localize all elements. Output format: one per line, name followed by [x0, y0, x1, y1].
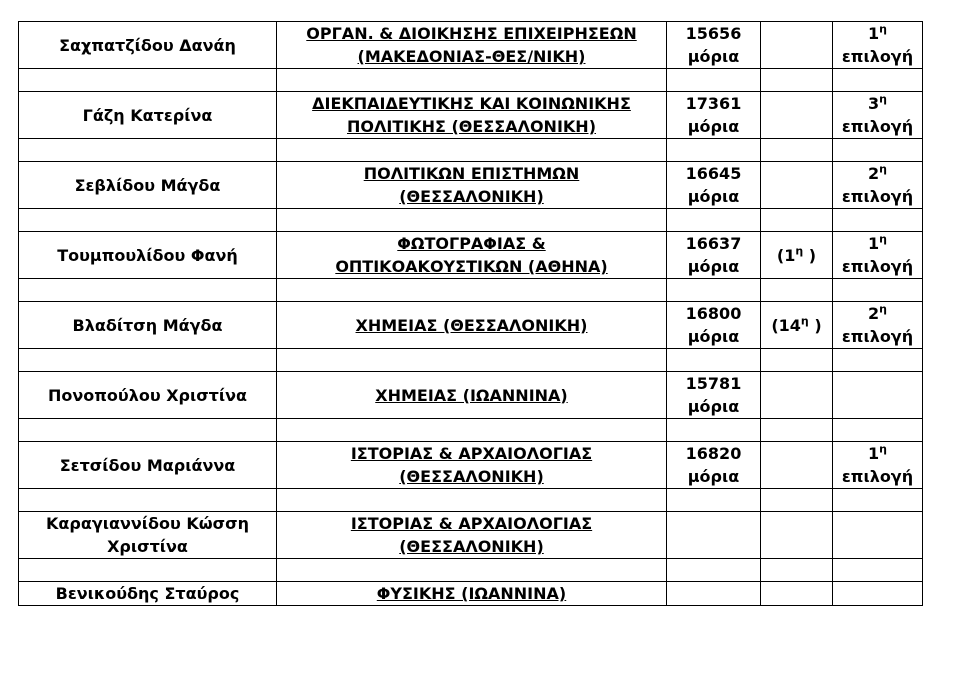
spacer-cell — [667, 559, 761, 582]
spacer-cell — [761, 139, 833, 162]
ordinal-suffix: η — [800, 314, 809, 328]
spacer-cell — [761, 349, 833, 372]
choice-cell — [833, 512, 923, 559]
score-unit: μόρια — [687, 397, 740, 416]
choice-word: επιλογή — [841, 327, 914, 346]
table-row — [19, 302, 923, 349]
spacer-cell — [833, 349, 923, 372]
choice-cell — [833, 162, 923, 209]
student-name-cell: Βλαδίτση Μάγδα — [19, 302, 277, 349]
spacer-cell — [277, 559, 667, 582]
spacer-cell — [667, 69, 761, 92]
department-line: ΦΥΣΙΚΗΣ (ΙΩΑΝΝΙΝΑ) — [376, 584, 567, 603]
spacer-row — [19, 209, 923, 232]
spacer-row — [19, 139, 923, 162]
score-value: 16800 — [685, 304, 742, 323]
department-line: ΙΣΤΟΡΙΑΣ & ΑΡΧΑΙΟΛΟΓΙΑΣ — [350, 444, 593, 463]
score-value: 16637 — [685, 234, 742, 253]
score-cell — [667, 22, 761, 69]
rank-value: 1 — [784, 245, 796, 265]
spacer-cell — [761, 279, 833, 302]
spacer-cell — [19, 279, 277, 302]
score-cell — [667, 92, 761, 139]
spacer-cell — [277, 69, 667, 92]
score-cell — [667, 512, 761, 559]
table-row — [19, 92, 923, 139]
spacer-row — [19, 559, 923, 582]
department-cell — [277, 442, 667, 489]
rank-cell: ($1^\eta$ ) — [761, 232, 833, 279]
spacer-cell — [667, 419, 761, 442]
choice-number: 2 — [868, 164, 880, 183]
student-name-cell: Πονοπούλου Χριστίνα — [19, 372, 277, 419]
rank-cell — [761, 512, 833, 559]
choice-cell — [833, 582, 923, 606]
rank-cell — [761, 442, 833, 489]
spacer-cell — [667, 489, 761, 512]
ordinal-suffix: η — [879, 162, 887, 176]
ordinal-suffix: η — [795, 244, 804, 258]
ordinal-suffix: η — [879, 442, 887, 456]
table-body — [19, 22, 923, 606]
rank-cell — [761, 372, 833, 419]
choice-cell — [833, 92, 923, 139]
admissions-results-table — [18, 21, 923, 606]
spacer-row — [19, 279, 923, 302]
department-line: ΦΩΤΟΓΡΑΦΙΑΣ & — [397, 234, 546, 253]
rank-cell — [761, 162, 833, 209]
department-cell — [277, 92, 667, 139]
table-row — [19, 512, 923, 559]
choice-number: 3 — [868, 94, 880, 113]
score-cell — [667, 162, 761, 209]
department-line: (ΘΕΣΣΑΛΟΝΙΚΗ) — [399, 537, 544, 556]
table-row — [19, 372, 923, 419]
choice-cell — [833, 232, 923, 279]
spacer-cell — [667, 139, 761, 162]
score-value: 16645 — [685, 164, 742, 183]
spacer-cell — [667, 209, 761, 232]
spacer-cell — [761, 559, 833, 582]
spacer-cell — [761, 69, 833, 92]
score-unit: μόρια — [687, 47, 740, 66]
choice-cell — [833, 302, 923, 349]
department-line: ΙΣΤΟΡΙΑΣ & ΑΡΧΑΙΟΛΟΓΙΑΣ — [350, 514, 593, 533]
spacer-row — [19, 349, 923, 372]
department-line: ΔΙΕΚΠΑΙΔΕΥΤΙΚΗΣ ΚΑΙ ΚΟΙΝΩΝΙΚΗΣ — [312, 94, 631, 113]
spacer-cell — [761, 209, 833, 232]
spacer-cell — [833, 209, 923, 232]
spacer-cell — [277, 349, 667, 372]
spacer-cell — [277, 209, 667, 232]
student-name-cell: Σεβλίδου Μάγδα — [19, 162, 277, 209]
spacer-cell — [833, 139, 923, 162]
student-name-cell: Τουμπουλίδου Φανή — [19, 232, 277, 279]
spacer-cell — [277, 419, 667, 442]
table-row — [19, 232, 923, 279]
student-name-cell: Γάζη Κατερίνα — [19, 92, 277, 139]
score-cell — [667, 232, 761, 279]
choice-word: επιλογή — [841, 187, 914, 206]
spacer-cell — [19, 209, 277, 232]
choice-number: 2 — [868, 304, 880, 323]
student-name-cell: Καραγιαννίδου Κώσση Χριστίνα — [19, 512, 277, 559]
ordinal-suffix: η — [879, 232, 887, 246]
score-unit: μόρια — [687, 117, 740, 136]
spacer-cell — [761, 489, 833, 512]
score-cell — [667, 302, 761, 349]
table-row — [19, 442, 923, 489]
department-line: (ΘΕΣΣΑΛΟΝΙΚΗ) — [399, 467, 544, 486]
spacer-cell — [19, 489, 277, 512]
rank-cell — [761, 92, 833, 139]
spacer-cell — [833, 69, 923, 92]
score-unit: μόρια — [687, 187, 740, 206]
score-value: 16820 — [685, 444, 742, 463]
spacer-cell — [19, 139, 277, 162]
choice-cell — [833, 442, 923, 489]
choice-cell — [833, 372, 923, 419]
ordinal-suffix: η — [879, 92, 887, 106]
rank-cell: ($14^\eta$ ) — [761, 302, 833, 349]
score-unit: μόρια — [687, 467, 740, 486]
department-cell — [277, 302, 667, 349]
spacer-cell — [19, 69, 277, 92]
rank-cell — [761, 582, 833, 606]
spacer-cell — [833, 419, 923, 442]
department-cell — [277, 162, 667, 209]
table-row — [19, 162, 923, 209]
department-cell — [277, 22, 667, 69]
choice-word: επιλογή — [841, 117, 914, 136]
department-line: ΧΗΜΕΙΑΣ (ΘΕΣΣΑΛΟΝΙΚΗ) — [355, 315, 588, 335]
choice-word: επιλογή — [841, 257, 914, 276]
department-line: ΟΡΓΑΝ. & ΔΙΟΙΚΗΣΗΣ ΕΠΙΧΕΙΡΗΣΕΩΝ — [306, 24, 637, 43]
spacer-cell — [761, 419, 833, 442]
department-line: ΧΗΜΕΙΑΣ (ΙΩΑΝΝΙΝΑ) — [375, 385, 568, 405]
spacer-cell — [277, 489, 667, 512]
spacer-cell — [833, 559, 923, 582]
choice-number: 1 — [868, 444, 880, 463]
score-value: 15656 — [685, 24, 742, 43]
spacer-cell — [19, 419, 277, 442]
table-row — [19, 582, 923, 606]
score-unit: μόρια — [687, 257, 740, 276]
student-name-cell: Σετσίδου Μαριάννα — [19, 442, 277, 489]
spacer-cell — [277, 139, 667, 162]
choice-number: 1 — [868, 234, 880, 253]
department-line: ΟΠΤΙΚΟΑΚΟΥΣΤΙΚΩΝ (ΑΘΗΝΑ) — [335, 257, 608, 276]
choice-cell — [833, 22, 923, 69]
department-cell — [277, 232, 667, 279]
student-name-cell: Σαχπατζίδου Δανάη — [19, 22, 277, 69]
spacer-cell — [19, 559, 277, 582]
spacer-cell — [19, 349, 277, 372]
choice-word: επιλογή — [841, 467, 914, 486]
student-name-cell: Βενικούδης Σταύρος — [19, 582, 277, 606]
spacer-cell — [833, 279, 923, 302]
spacer-row — [19, 489, 923, 512]
spacer-row — [19, 69, 923, 92]
department-cell — [277, 582, 667, 606]
choice-word: επιλογή — [841, 47, 914, 66]
department-line: (ΜΑΚΕΔΟΝΙΑΣ-ΘΕΣ/ΝΙΚΗ) — [357, 47, 586, 66]
rank-value: 14 — [778, 315, 801, 335]
ordinal-suffix: η — [879, 302, 887, 316]
score-value: 15781 — [685, 374, 742, 393]
table-row — [19, 22, 923, 69]
score-cell — [667, 582, 761, 606]
rank-cell — [761, 22, 833, 69]
spacer-cell — [667, 349, 761, 372]
score-unit: μόρια — [687, 327, 740, 346]
spacer-row — [19, 419, 923, 442]
ordinal-suffix: η — [879, 22, 887, 36]
department-line: ΠΟΛΙΤΙΚΩΝ ΕΠΙΣΤΗΜΩΝ — [363, 164, 580, 183]
score-value: 17361 — [685, 94, 742, 113]
department-cell — [277, 372, 667, 419]
department-line: (ΘΕΣΣΑΛΟΝΙΚΗ) — [399, 187, 544, 206]
department-line: ΠΟΛΙΤΙΚΗΣ (ΘΕΣΣΑΛΟΝΙΚΗ) — [347, 117, 596, 136]
choice-number: 1 — [868, 24, 880, 43]
score-cell — [667, 442, 761, 489]
score-cell — [667, 372, 761, 419]
spacer-cell — [277, 279, 667, 302]
department-cell — [277, 512, 667, 559]
spacer-cell — [833, 489, 923, 512]
spacer-cell — [667, 279, 761, 302]
